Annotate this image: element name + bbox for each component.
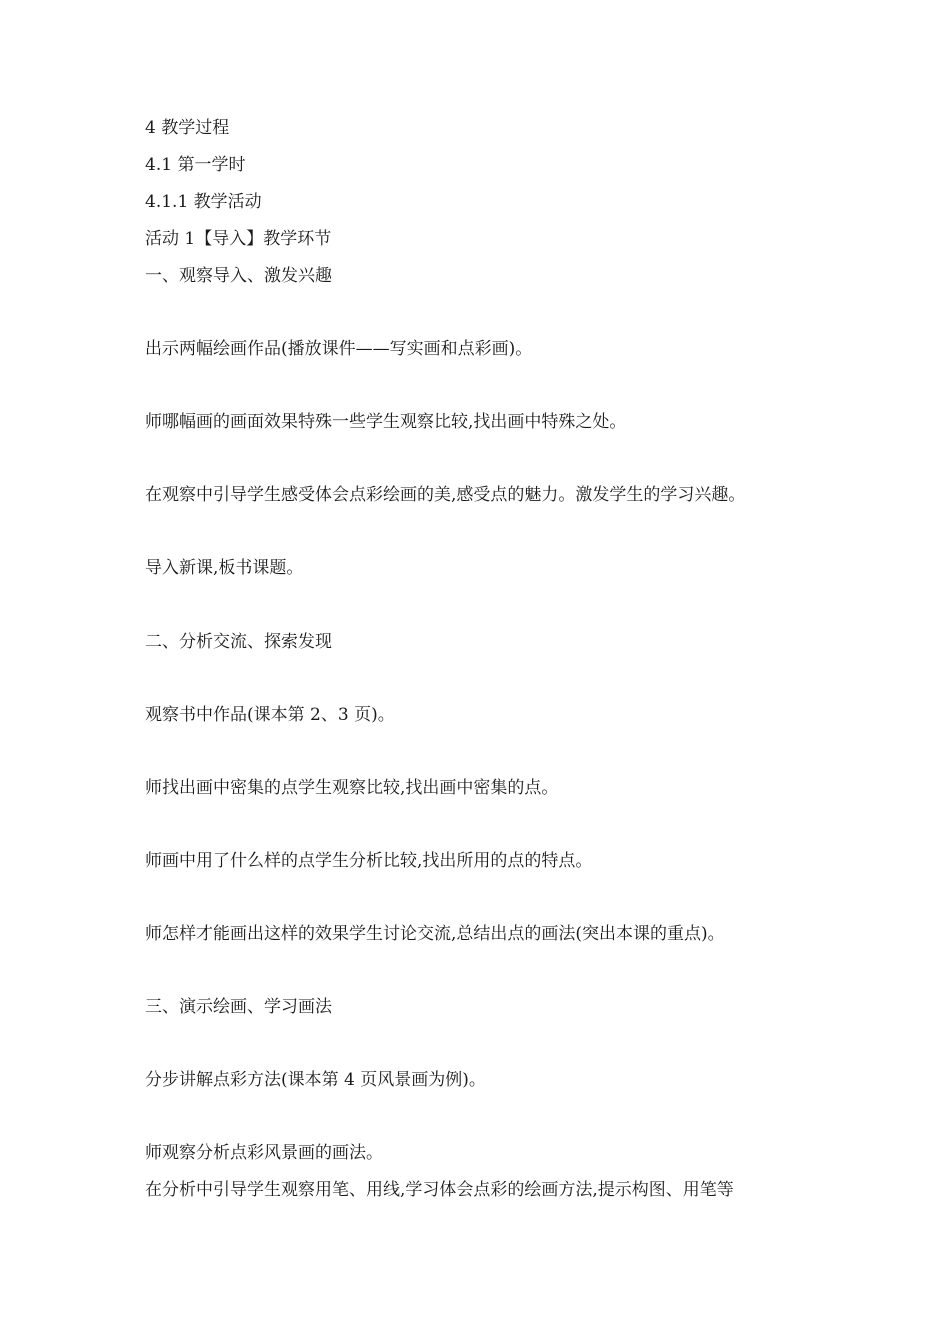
paragraph: 导入新课,板书课题。 <box>145 558 304 578</box>
paragraph: 观察书中作品(课本第 2、3 页)。 <box>145 705 395 725</box>
activity-heading: 活动 1【导入】教学环节 <box>145 229 332 249</box>
paragraph: 出示两幅绘画作品(播放课件——写实画和点彩画)。 <box>145 339 533 359</box>
paragraph: 师怎样才能画出这样的效果学生讨论交流,总结出点的画法(突出本课的重点)。 <box>145 924 725 944</box>
part-heading-1: 一、观察导入、激发兴趣 <box>145 266 332 286</box>
part-heading-2: 二、分析交流、探索发现 <box>145 632 332 652</box>
paragraph: 分步讲解点彩方法(课本第 4 页风景画为例)。 <box>145 1070 486 1090</box>
paragraph: 师找出画中密集的点学生观察比较,找出画中密集的点。 <box>145 778 559 798</box>
part-heading-3: 三、演示绘画、学习画法 <box>145 997 332 1017</box>
subsubsection-heading: 4.1.1 教学活动 <box>145 192 262 212</box>
subsection-heading: 4.1 第一学时 <box>145 155 246 175</box>
section-heading: 4 教学过程 <box>145 118 230 138</box>
paragraph: 师哪幅画的画面效果特殊一些学生观察比较,找出画中特殊之处。 <box>145 412 627 432</box>
paragraph: 师画中用了什么样的点学生分析比较,找出所用的点的特点。 <box>145 851 593 871</box>
paragraph: 在观察中引导学生感受体会点彩绘画的美,感受点的魅力。激发学生的学习兴趣。 <box>145 485 746 505</box>
paragraph: 师观察分析点彩风景画的画法。 <box>145 1143 383 1163</box>
paragraph: 在分析中引导学生观察用笔、用线,学习体会点彩的绘画方法,提示构图、用笔等 <box>145 1180 734 1200</box>
